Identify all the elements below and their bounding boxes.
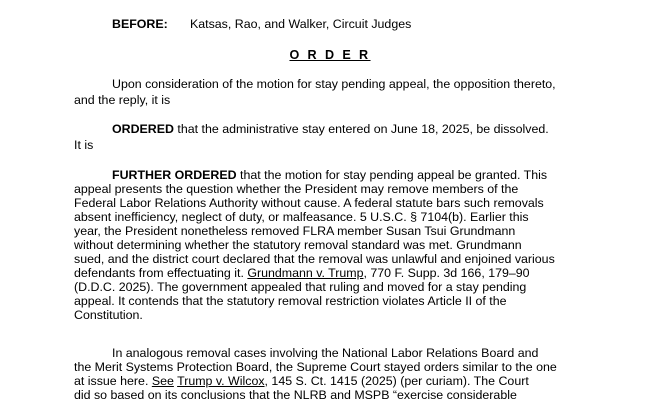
citation-line (74, 374, 529, 388)
paragraph-line: the Merit Systems Protection Board, the Supreme Court stayed orders similar to the one (74, 360, 557, 374)
judges-line (190, 17, 411, 31)
paragraph-line: year, the President nonetheless removed FLRA member Susan Tsui Grundmann (74, 224, 516, 238)
further-ordered-lead: FURTHER ORDERED (112, 168, 237, 182)
paragraph-line: (D.D.C. 2025). The government appealed that ruling and moved for a stay pending (74, 280, 527, 294)
paragraph-line: In analogous removal cases involving the National Labor Relations Board and (112, 346, 539, 360)
panel-judges: Katsas, Rao, and Walker, Circuit Judges (190, 17, 412, 31)
paragraph-line: Constitution. (74, 308, 143, 322)
citation-reporter: , 770 F. Supp. 3d 166, 179–90 (363, 266, 530, 280)
paragraph-line: Upon consideration of the motion for stay pending appeal, the opposition thereto, (112, 77, 556, 91)
order-title: O R D E R (289, 48, 371, 62)
ordered-text: that the administrative stay entered on June 18, 2025, be dissolved. (173, 122, 549, 136)
ordered-line (112, 122, 549, 136)
paragraph-line: appeal presents the question whether the President may remove members of the (74, 182, 519, 196)
paragraph-line: absent inefficiency, neglect of duty, or malfeasance. 5 U.S.C. § 7104(b). Earlier this (74, 210, 529, 224)
case-name-wilcox: Trump v. Wilcox (177, 374, 265, 388)
paragraph-line: without determining whether the statutory removal standard was met. Grundmann (74, 238, 522, 252)
case-name-grundmann: Grundmann v. Trump (247, 266, 364, 280)
before-label: BEFORE: (112, 17, 168, 31)
paragraph-line: did so based on its conclusions that the NLRB and MSPB “exercise considerable (74, 388, 517, 402)
citation-line (74, 266, 530, 280)
further-ordered-text: that the motion for stay pending appeal be granted. This (236, 168, 548, 182)
signal-see: See (151, 374, 174, 388)
paragraph-line: appeal. It contends that the statutory removal restriction violates Article II of the (74, 294, 507, 308)
paragraph-line: sued, and the district court declared that the removal was unlawful and enjoined various (74, 252, 555, 266)
citation-reporter: , 145 S. Ct. 1415 (2025) (per curiam). The Court (264, 374, 529, 388)
further-ordered-line (112, 168, 547, 182)
citation-lead-text: at issue here. (74, 374, 152, 388)
paragraph-line: It is (74, 138, 94, 152)
ordered-lead: ORDERED (112, 122, 174, 136)
citation-lead-text: defendants from effectuating it. (74, 266, 248, 280)
paragraph-line: Federal Labor Relations Authority without cause. A federal statute bars such removals (74, 196, 544, 210)
paragraph-line: and the reply, it is (74, 93, 171, 107)
panel-line (112, 17, 168, 31)
